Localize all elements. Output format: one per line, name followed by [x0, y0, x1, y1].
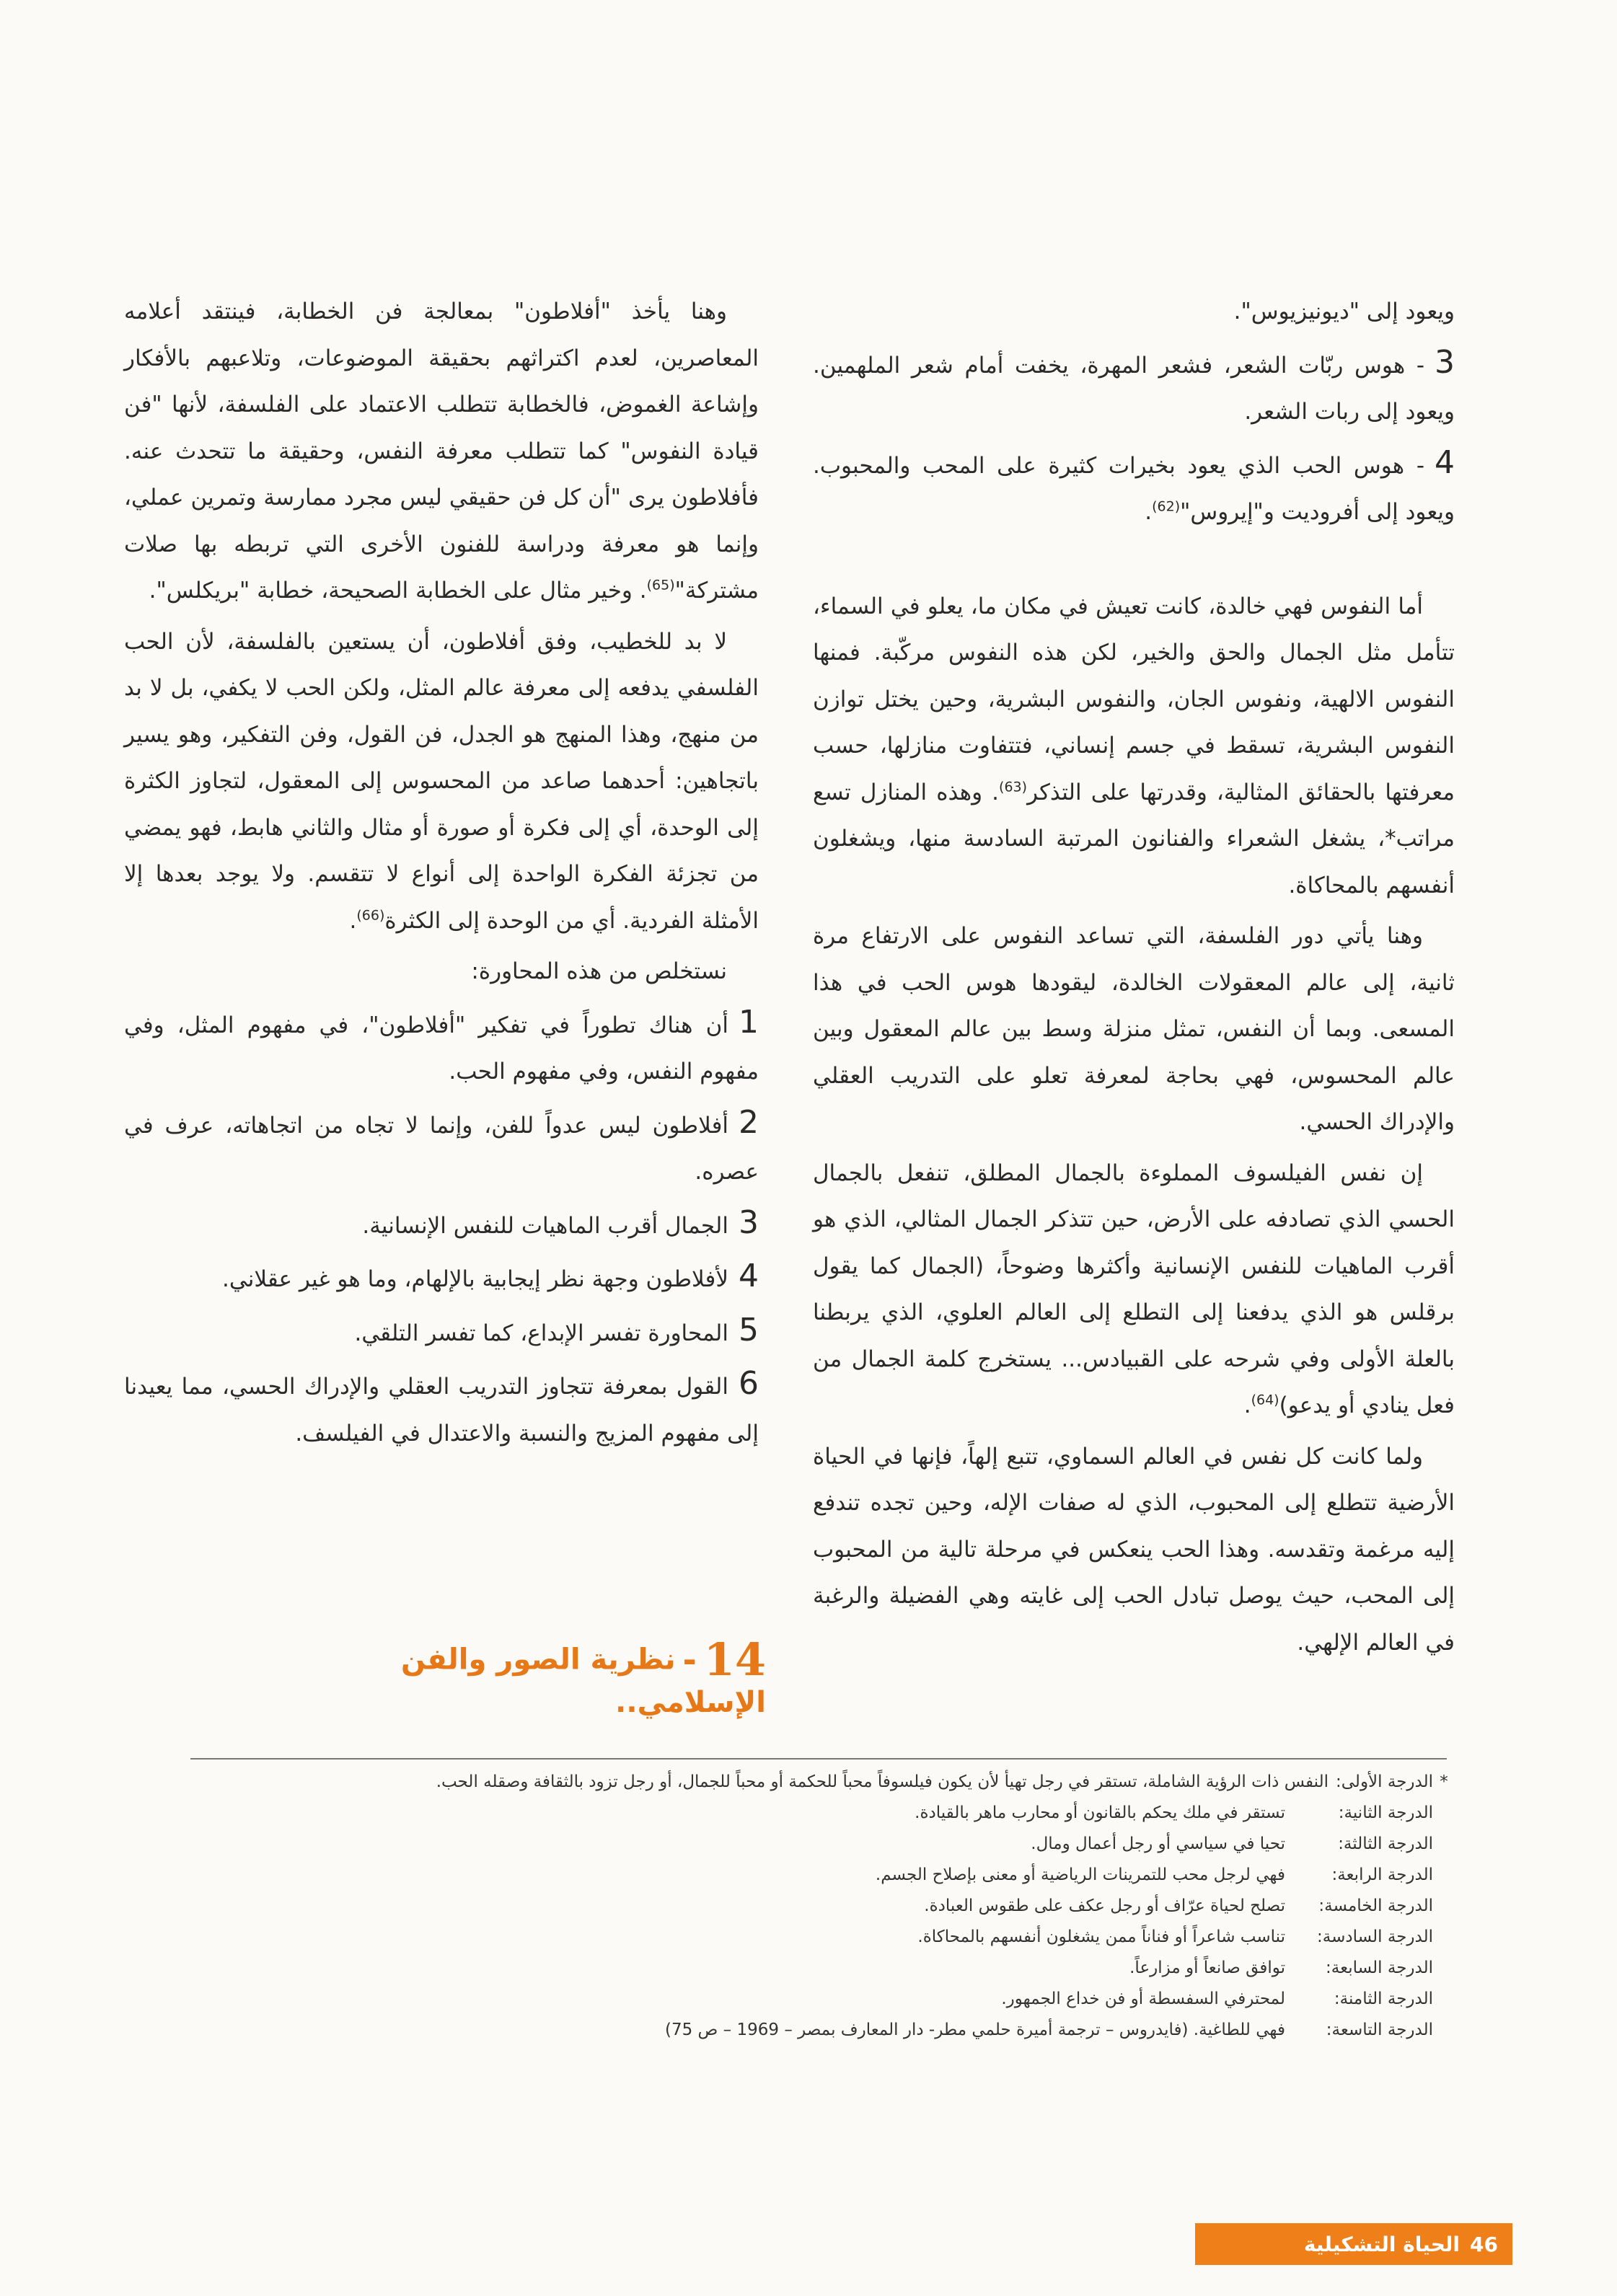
paragraph: وهنا يأتي دور الفلسفة، التي تساعد النفوس على الارتفاع مرة ثانية، إلى عالم المعقولات الخالدة، ليقودها هوس الحب في هذا المسعى. وبما أن النفس، تمثل منزلة وسط بين عالم المعقول وبين عالم المحسوس، فهي بحاجة لمعرفة تعلو على التدريب العقلي والإدراك الحسي. — [813, 923, 1455, 1135]
paragraph: إن نفس الفيلسوف المملوءة بالجمال المطلق، تنفعل بالجمال الحسي الذي تصادفه على الأرض، حين تتذكر الجمال المثالي، الذي هو أقرب الماهيات للنفس الإنسانية وأكثرها وضوحاً، (الجمال كما يقول برقلس هو الذي يدفعنا إلى التطلع إلى العالم العلوي، الذي يربطنا بالعلة الأولى وفي شرحه على القبيادس... يستخرج كلمة الجمال من فعل ينادي أو يدعو)$^{(64)}$. — [813, 1160, 1455, 1418]
footnote-text: تصلح لحياة عرّاف أو رجل عكف على طقوس العبادة. — [924, 1897, 1285, 1915]
footnote-text: تحيا في سياسي أو رجل أعمال ومال. — [1031, 1834, 1285, 1853]
footnote-label: الدرجة الأولى: — [1336, 1772, 1433, 1791]
paragraph: ويعود إلى "ديونيزيوس". — [1233, 299, 1455, 324]
footnote-row — [19, 1860, 1455, 1891]
reference-mark: (66) — [356, 907, 385, 924]
list-item: 3- هوس ربّات الشعر، فشعر المهرة، يخفت أمام شعر الملهمين. ويعود إلى ربات الشعر. — [813, 343, 1455, 425]
paragraph: ولما كانت كل نفس في العالم السماوي، تتبع إلهاً، فإنها في الحياة الأرضية تتطلع إلى المحبوب، الذي له صفات الإله، وحين تجده تندفع إليه مرغمة وتقدسه. وهذا الحب ينعكس في مرحلة تالية من المحبوب إلى المحب، حيث يوصل تبادل الحب إلى غايته وهي الفضيلة والرغبة في العالم الإلهي. — [813, 1443, 1455, 1656]
footnote-label: الدرجة الخامسة: — [1318, 1897, 1433, 1915]
page-number-badge — [1195, 2223, 1512, 2265]
footnote-label: الدرجة الثامنة: — [1334, 1990, 1433, 2008]
section-number: 14 — [703, 1633, 766, 1686]
reference-mark: (64) — [1251, 1392, 1279, 1408]
reference-mark: (63) — [999, 779, 1028, 795]
footnote-row — [19, 1798, 1455, 1829]
section-heading — [333, 1633, 766, 1719]
list-item: 1أن هناك تطوراً في تفكير "أفلاطون"، في مفهوم المثل، وفي مفهوم النفس، وفي مفهوم الحب. — [124, 1003, 759, 1085]
footnote-text: تستقر في ملك يحكم بالقانون أو محارب ماهر بالقيادة. — [915, 1803, 1285, 1822]
list-item: 4لأفلاطون وجهة نظر إيجابية بالإلهام، وما هو غير عقلاني. — [222, 1258, 759, 1294]
list-item: 4- هوس الحب الذي يعود بخيرات كثيرة على المحب والمحبوب. ويعود إلى أفروديت و"إيروس"$^{(62)}$. — [813, 443, 1455, 525]
footnote-text: النفس ذات الرؤية الشاملة، تستقر في رجل تهيأ لأن يكون فيلسوفاً محباً للحكمة أو محباً للجمال، أو رجل تزود بالثقافة وصقله الحب. — [436, 1772, 1329, 1791]
footnote-row — [19, 1922, 1455, 1953]
footnote-label: الدرجة السابعة: — [1326, 1959, 1433, 1977]
footnote-row — [19, 1767, 1455, 1798]
footnote-text: فهي للطاغية. (فايدروس – ترجمة أميرة حلمي مطر- دار المعارف بمصر – 1969 – ص 75) — [664, 2021, 1285, 2039]
paragraph: لا بد للخطيب، وفق أفلاطون، أن يستعين بالفلسفة، لأن الحب الفلسفي يدفعه إلى معرفة عالم المثل، ولكن الحب لا يكفي، بل لا بد من منهج، وهذا المنهج هو الجدل، فن القول، وفن التفكير، وهو يسير باتجاهين: أحدهما صاعد من المحسوس إلى المعقول، لتجاوز الكثرة إلى الوحدة، أي إلى فكرة أو صورة أو مثال والثاني هابط، فهو يمضي من تجزئة الفكرة الواحدة إلى أنواع لا تتقسم. ولا يوجد بعدها إلا الأمثلة الفردية. أي من الوحدة إلى الكثرة$^{(66)}$. — [124, 628, 759, 934]
footnote-row — [19, 2015, 1455, 2046]
item-number: 2 — [739, 1103, 759, 1141]
magazine-name: الحياة التشكيلية — [1303, 2232, 1460, 2256]
footnote-label: الدرجة الرابعة: — [1331, 1866, 1433, 1884]
paragraph: أما النفوس فهي خالدة، كانت تعيش في مكان ما، يعلو في السماء، تتأمل مثل الجمال والحق والخير، لكن هذه النفوس مركّبة. فمنها النفوس الالهية، ونفوس الجان، والنفوس البشرية، وحين يختل توازن النفوس البشرية، تسقط في جسم إنساني، فتتفاوت منازلها، حسب معرفتها بالحقائق المثالية، وقدرتها على التذكر$^{(63)}$. وهذه المنازل تسع مراتب*، يشغل الشعراء والفنانون المرتبة السادسة منها، ويشغلون أنفسهم بالمحاكاة. — [813, 593, 1455, 898]
item-number: 3 — [1435, 343, 1455, 381]
footnote-label: الدرجة التاسعة: — [1326, 2021, 1433, 2039]
footnote-text: توافق صانعاً أو مزارعاً. — [1129, 1959, 1285, 1977]
footnote-row — [19, 1891, 1455, 1922]
footnote-divider — [190, 1758, 1447, 1759]
item-number: 4 — [1435, 443, 1455, 481]
list-item: 3الجمال أقرب الماهيات للنفس الإنسانية. — [362, 1204, 759, 1241]
footnote-label: الدرجة الثانية: — [1338, 1803, 1433, 1822]
footnote-text: فهي لرجل محب للتمرينات الرياضية أو معنى بإصلاح الجسم. — [875, 1866, 1285, 1884]
item-number: 4 — [739, 1258, 759, 1294]
footnote-label: الدرجة الثالثة: — [1338, 1834, 1433, 1853]
footnote-star: * — [1440, 1772, 1448, 1791]
footnote-text: لمحترفي السفسطة أو فن خداع الجمهور. — [1001, 1990, 1285, 2008]
item-number: 3 — [739, 1204, 759, 1241]
footnote-row — [19, 1984, 1455, 2015]
footnote-label: الدرجة السادسة: — [1317, 1928, 1433, 1946]
list-item: 5المحاورة تفسر الإبداع، كما تفسر التلقي. — [354, 1311, 759, 1348]
section-dash: - — [682, 1640, 697, 1679]
footnote-row — [19, 1953, 1455, 1984]
footnotes — [19, 1767, 1455, 2046]
paragraph: نستخلص من هذه المحاورة: — [471, 958, 727, 984]
item-number: 5 — [739, 1311, 759, 1348]
reference-mark: (62) — [1152, 498, 1181, 515]
item-number: 6 — [739, 1365, 759, 1402]
left-column — [124, 288, 759, 1461]
page-number: 46 — [1470, 2232, 1498, 2256]
footnote-row — [19, 1829, 1455, 1860]
reference-mark: (65) — [646, 577, 675, 593]
paragraph: وهنا يأخذ "أفلاطون" بمعالجة فن الخطابة، فينتقد أعلامه المعاصرين، لعدم اكتراثهم بحقيقة الموضوعات، وتلاعبهم بالأفكار وإشاعة الغموض، فالخطابة تتطلب الاعتماد على الفلسفة، لأنها "فن قيادة النفوس" كما تتطلب معرفة النفس، وحقيقة ما تتحدث عنه. فأفلاطون يرى "أن كل فن حقيقي ليس مجرد ممارسة وتمرين عملي، وإنما هو معرفة ودراسة للفنون الأخرى التي تربطه بها صلات مشتركة"$^{(65)}$. وخير مثال على الخطابة الصحيحة، خطابة "بريكلس". — [124, 299, 759, 604]
list-item: 2أفلاطون ليس عدواً للفن، وإنما لا تجاه من اتجاهاته، عرف في عصره. — [124, 1103, 759, 1185]
right-column — [813, 288, 1455, 1670]
item-number: 1 — [739, 1003, 759, 1041]
section-title: نظرية الصور والفن الإسلامي.. — [401, 1643, 766, 1719]
list-item: 6القول بمعرفة تتجاوز التدريب العقلي والإدراك الحسي، مما يعيدنا إلى مفهوم المزيج والنسبة والاعتدال في الفيلسف. — [124, 1365, 759, 1447]
footnote-text: تناسب شاعراً أو فناناً ممن يشغلون أنفسهم بالمحاكاة. — [917, 1928, 1285, 1946]
